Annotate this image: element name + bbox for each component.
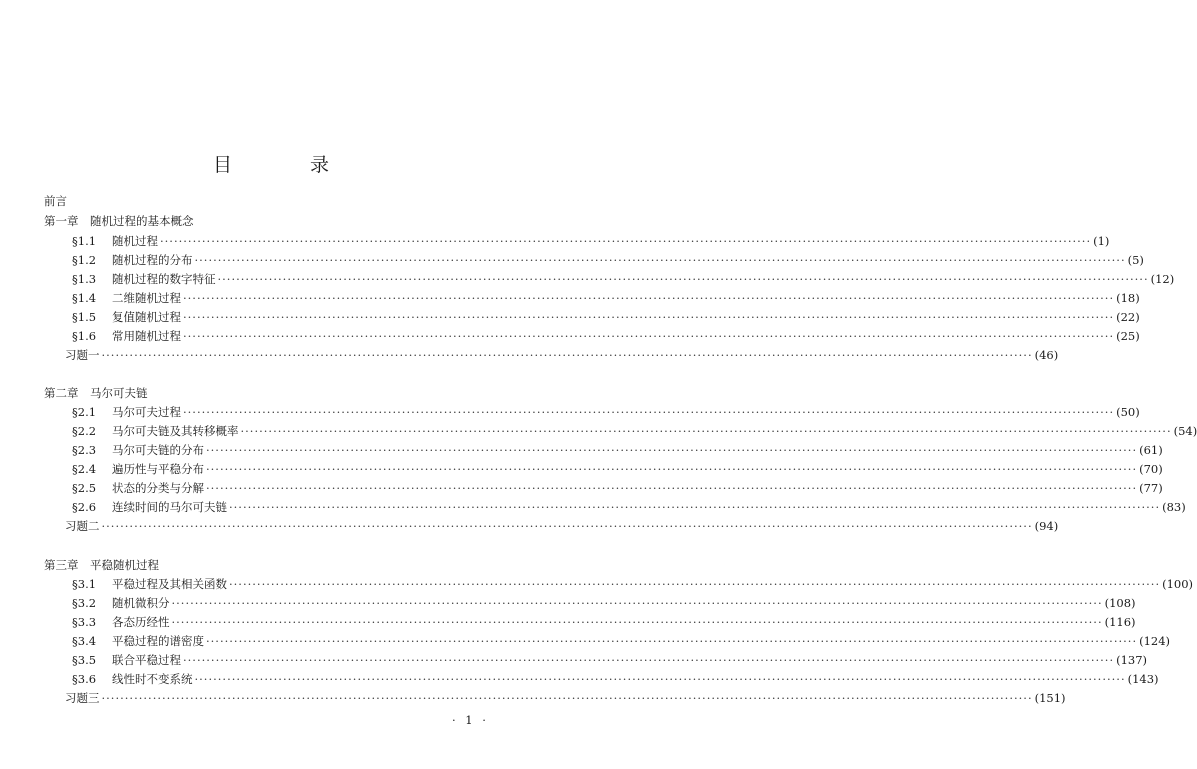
section-title: 平稳过程及其相关函数 bbox=[112, 577, 227, 591]
toc-entry bbox=[72, 480, 1163, 496]
exercise-title: 习题一 bbox=[65, 348, 100, 362]
section-number: §3.1 bbox=[72, 577, 97, 591]
page-number: (143) bbox=[1127, 672, 1159, 686]
page-number: (5) bbox=[1127, 253, 1144, 267]
chapter-heading: 第三章 平稳随机过程 bbox=[44, 558, 159, 572]
dot-leader: ········································································································································································································ bbox=[206, 462, 1138, 476]
page-number: (61) bbox=[1139, 443, 1163, 457]
toc-entry bbox=[72, 614, 1136, 630]
section-title: 状态的分类与分解 bbox=[112, 481, 204, 495]
section-number: §2.5 bbox=[72, 481, 97, 495]
toc-entry bbox=[72, 290, 1140, 306]
dot-leader: ········································································································································································································ bbox=[194, 672, 1126, 686]
toc-entry bbox=[72, 652, 1148, 668]
page-number: (137) bbox=[1116, 653, 1148, 667]
page-title: 目 录 bbox=[212, 154, 366, 176]
toc-entry bbox=[72, 423, 1197, 439]
section-title: 随机过程的数字特征 bbox=[112, 272, 216, 286]
toc-entry bbox=[72, 461, 1163, 477]
dot-leader: ········································································································································································································ bbox=[183, 405, 1115, 419]
section-title: 随机微积分 bbox=[112, 596, 170, 610]
toc-entry bbox=[72, 671, 1159, 687]
dot-leader: ········································································································································································································ bbox=[171, 615, 1103, 629]
section-number: §3.4 bbox=[72, 634, 97, 648]
dot-leader: ········································································································································································································ bbox=[101, 519, 1033, 533]
section-title: 各态历经性 bbox=[112, 615, 170, 629]
section-title: 复值随机过程 bbox=[112, 310, 181, 324]
exercise-entry bbox=[65, 518, 1059, 534]
toc-entry bbox=[72, 309, 1140, 325]
page-number: (83) bbox=[1162, 500, 1186, 514]
toc-entry bbox=[72, 404, 1140, 420]
toc-entry bbox=[72, 633, 1171, 649]
page-number: (94) bbox=[1034, 519, 1059, 533]
toc-entry bbox=[72, 576, 1194, 592]
page-number: (18) bbox=[1116, 291, 1140, 305]
section-number: §1.5 bbox=[72, 310, 97, 324]
dot-leader: ········································································································································································································ bbox=[229, 500, 1161, 514]
section-title: 线性时不变系统 bbox=[112, 672, 193, 686]
section-title: 二维随机过程 bbox=[112, 291, 181, 305]
exercise-entry bbox=[65, 347, 1059, 363]
page-number: (108) bbox=[1104, 596, 1136, 610]
page-number: (25) bbox=[1116, 329, 1140, 343]
dot-leader: ········································································································································································································ bbox=[101, 691, 1033, 705]
toc-entry bbox=[72, 328, 1140, 344]
section-title: 联合平稳过程 bbox=[112, 653, 181, 667]
preface-entry: 前言 bbox=[44, 194, 67, 208]
page-number: (50) bbox=[1116, 405, 1140, 419]
toc-entry bbox=[72, 499, 1186, 515]
dot-leader: ········································································································································································································ bbox=[183, 329, 1115, 343]
section-title: 连续时间的马尔可夫链 bbox=[112, 500, 227, 514]
dot-leader: ········································································································································································································ bbox=[171, 596, 1103, 610]
toc-entry bbox=[72, 442, 1163, 458]
dot-leader: ········································································································································································································ bbox=[194, 253, 1126, 267]
section-number: §2.4 bbox=[72, 462, 97, 476]
chapter-heading: 第二章 马尔可夫链 bbox=[44, 386, 148, 400]
section-number: §3.6 bbox=[72, 672, 97, 686]
section-title: 马尔可夫链的分布 bbox=[112, 443, 204, 457]
dot-leader: ········································································································································································································ bbox=[101, 348, 1033, 362]
section-title: 马尔可夫过程 bbox=[112, 405, 181, 419]
dot-leader: ········································································································································································································ bbox=[217, 272, 1149, 286]
page-number: (124) bbox=[1139, 634, 1171, 648]
section-title: 平稳过程的谱密度 bbox=[112, 634, 204, 648]
section-number: §2.3 bbox=[72, 443, 97, 457]
page-number: (12) bbox=[1150, 272, 1175, 286]
toc-entry bbox=[72, 252, 1144, 268]
section-title: 随机过程的分布 bbox=[112, 253, 193, 267]
section-number: §1.6 bbox=[72, 329, 97, 343]
dot-leader: ········································································································································································································ bbox=[240, 424, 1172, 438]
dot-leader: ········································································································································································································ bbox=[160, 234, 1092, 248]
exercise-title: 习题二 bbox=[65, 519, 100, 533]
page-number: (151) bbox=[1034, 691, 1066, 705]
section-number: §2.6 bbox=[72, 500, 97, 514]
section-number: §3.3 bbox=[72, 615, 97, 629]
dot-leader: ········································································································································································································ bbox=[206, 443, 1138, 457]
section-number: §1.3 bbox=[72, 272, 97, 286]
dot-leader: ········································································································································································································ bbox=[183, 291, 1115, 305]
page-number: (70) bbox=[1139, 462, 1163, 476]
toc-entry bbox=[72, 233, 1110, 249]
section-number: §3.5 bbox=[72, 653, 97, 667]
exercise-entry bbox=[65, 690, 1066, 706]
page-folio: · 1 · bbox=[452, 713, 489, 727]
page-number: (46) bbox=[1034, 348, 1059, 362]
chapter-heading: 第一章 随机过程的基本概念 bbox=[44, 214, 194, 228]
exercise-title: 习题三 bbox=[65, 691, 100, 705]
section-title: 随机过程 bbox=[112, 234, 158, 248]
section-number: §3.2 bbox=[72, 596, 97, 610]
dot-leader: ········································································································································································································ bbox=[206, 481, 1138, 495]
page-number: (100) bbox=[1162, 577, 1194, 591]
page-number: (116) bbox=[1104, 615, 1136, 629]
page-number: (54) bbox=[1173, 424, 1197, 438]
section-number: §1.4 bbox=[72, 291, 97, 305]
section-title: 常用随机过程 bbox=[112, 329, 181, 343]
section-title: 马尔可夫链及其转移概率 bbox=[112, 424, 239, 438]
section-title: 遍历性与平稳分布 bbox=[112, 462, 204, 476]
dot-leader: ········································································································································································································ bbox=[229, 577, 1161, 591]
section-number: §2.1 bbox=[72, 405, 97, 419]
page-number: (1) bbox=[1093, 234, 1110, 248]
dot-leader: ········································································································································································································ bbox=[183, 310, 1115, 324]
dot-leader: ········································································································································································································ bbox=[183, 653, 1115, 667]
page-number: (22) bbox=[1116, 310, 1140, 324]
section-number: §2.2 bbox=[72, 424, 97, 438]
dot-leader: ········································································································································································································ bbox=[206, 634, 1138, 648]
section-number: §1.2 bbox=[72, 253, 97, 267]
page-number: (77) bbox=[1139, 481, 1163, 495]
toc-entry bbox=[72, 595, 1136, 611]
section-number: §1.1 bbox=[72, 234, 97, 248]
toc-entry bbox=[72, 271, 1175, 287]
